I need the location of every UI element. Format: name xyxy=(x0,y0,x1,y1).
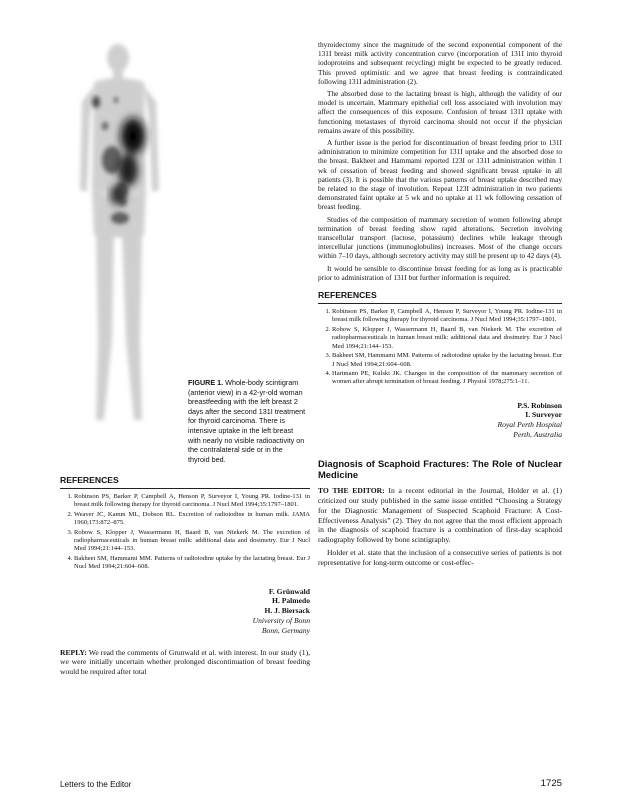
article-paragraph: Holder et al. state that the inclusion of a consecutive series of patients is not representative for long-term outcome or cost-effec- xyxy=(318,547,562,567)
author-affiliation: University of Bonn xyxy=(252,615,310,625)
body-paragraph: A further issue is the period for discontinuation of breast feeding prior to 131I administration to minimize competition for 131I uptake and the absorbed dose to the breast. Bakheet and Hammami reported 123I or 131I administration within 1 wk of cessation of breast feeding and showed significant breast uptake in all patients (3). It is possible that the various patterns of breast uptake described may be related to the stage of involution. Repeat 123I administration in two patients demonstrated faint uptake at 5 wk and no uptake at 11 wk following cessation of breast feeding. xyxy=(318,138,562,212)
author-name: F. Grünwald xyxy=(268,586,310,596)
author-affiliation: Royal Perth Hospital xyxy=(497,420,562,430)
right-signature xyxy=(318,401,562,440)
figure-label: FIGURE 1. xyxy=(188,378,224,387)
reference-item: 3. Robow S, Klopper J, Wassermann H, Baard B, van Niekerk M. The excretion of radiopharmaceuticals in human breast milk: additional data and dosimetry. Eur J Nucl Med 1994;21:144–153. xyxy=(74,529,310,554)
reply-lead: REPLY: xyxy=(60,647,87,657)
reference-item: 1. Robinson PS, Barker P, Campbell A, Henson P, Surveyor I, Young PR. Iodine-131 in breast milk following therapy for thyroid carcinoma. J Nucl Med 1994;35:1797–1801. xyxy=(332,308,562,324)
body-paragraph: thyroidectomy since the magnitude of the second exponential component of the 131I breast milk activity concentration curve (incorporation of 131I into thyroid iodoproteins and subsequent recycling) might be expected to be greatly reduced. This proved optimistic and we agree that breast feeding is contraindicated following 131I administration (2). xyxy=(318,40,562,86)
reference-item: 1. Robinson PS, Barker P, Campbell A, Henson P, Surveyor I, Young PR. Iodine-131 in breast milk following therapy for thyroid carcinoma. J Nucl Med 1994;35:1797–1801. xyxy=(74,493,310,509)
reply-paragraph xyxy=(60,648,310,677)
reference-item: 2. Robow S, Klopper J, Wassermann H, Baard B, van Niekerk M. The excretion of radiopharmaceuticals in human breast milk: additional data and dosimetry. Eur J Nucl Med 1994;21:144–153. xyxy=(332,326,562,351)
footer-section-label: Letters to the Editor xyxy=(60,780,132,789)
scintigram-image xyxy=(60,40,180,465)
reference-item: 4. Bakheet SM, Hammami MM. Patterns of radioiodine uptake by the lactating breast. Eur J Nucl Med 1994;21:604–608. xyxy=(74,555,310,571)
scintigram-figure xyxy=(60,40,180,465)
figure-caption-text: Whole-body scintigram (anterior view) in a 42-yr-old woman breastfeeding with the left breast 2 days after the second 131I treatment for thyroid carcinoma. There is intensive uptake in the left breast with nearly no visible radioactivity on the contralateral side or in the thyroid bed. xyxy=(188,378,306,464)
article-title: Diagnosis of Scaphoid Fractures: The Role of Nuclear Medicine xyxy=(318,457,562,480)
page-number: 1725 xyxy=(540,778,562,789)
left-references-list xyxy=(60,493,310,571)
body-paragraph: Studies of the composition of mammary secretion of women following abrupt termination of breast feeding show rapid alterations. Secretion involving transcellular transport (lactose, potassium) declines while leakage through intercellular junctions (immunoglobulins) increases. Most of the change occurs within 7–10 days, although secretory activity may still be present up to 42 days (4). xyxy=(318,214,562,261)
article-lead: TO THE EDITOR: xyxy=(318,486,385,496)
author-name: P.S. Robinson xyxy=(517,400,562,410)
author-name: I. Surveyor xyxy=(525,410,562,420)
author-location: Bonn, Germany xyxy=(261,625,310,635)
reference-item: 2. Weaver JC, Kamm ML, Dobson RL. Excretion of radioiodine in human milk. JAMA 1960;173:872–875. xyxy=(74,511,310,527)
left-references-rule xyxy=(60,488,310,489)
left-column-lower xyxy=(60,476,310,680)
body-paragraph: The absorbed dose to the lactating breast is high, although the validity of our model is uncertain. Mammary epithelial cell loss associated with involution may affect the consequences of this exposure. Confusion of breast 131I uptake with functioning metastases of thyroid carcinoma should not occur if the physician remains aware of this possibility. xyxy=(318,89,562,135)
article-paragraph xyxy=(318,486,562,545)
reference-item: 3. Bakheet SM, Hammami MM. Patterns of radioiodine uptake by the lactating breast. Eur J Nucl Med 1994;21:604–608. xyxy=(332,352,562,368)
right-references-heading: REFERENCES xyxy=(318,290,377,301)
right-references-rule xyxy=(318,303,562,304)
author-name: H. Palmedo xyxy=(272,596,310,606)
body-paragraph: It would be sensible to discontinue breast feeding for as long as is practicable prior to administration of 131I but further information is required. xyxy=(318,263,562,282)
author-name: H. J. Biersack xyxy=(264,606,310,616)
figure-caption xyxy=(188,378,306,464)
article-text: In a recent editorial in the Journal, Holder et al. (1) criticized our study published in the same issue entitled “Choosing a Strategy for the Diagnostic Management of Suspected Scaphoid Fracture: A Cost-Effectiveness Analysis” (2). They do not agree that the most efficient approach in the diagnosis of scaphoid fracture is a combination of first-day scaphoid radiography followed by bone scintigraphy. xyxy=(318,486,562,545)
right-references-list xyxy=(318,308,562,386)
reply-text: We read the comments of Grunwald et al. with interest. In our study (1), we were initially uncertain whether prolonged discontinuation of breast feeding would be required after total xyxy=(60,647,310,677)
left-signature xyxy=(60,587,310,636)
author-location: Perth, Australia xyxy=(513,430,562,439)
reference-item: 4. Hartmann PE, Kulski JK. Changes in the composition of the mammary secretion of women after abrupt termination of breast feeding. J Physiol 1978;275:1–11. xyxy=(332,370,562,386)
right-column xyxy=(318,40,562,571)
left-references-heading: REFERENCES xyxy=(60,475,119,485)
